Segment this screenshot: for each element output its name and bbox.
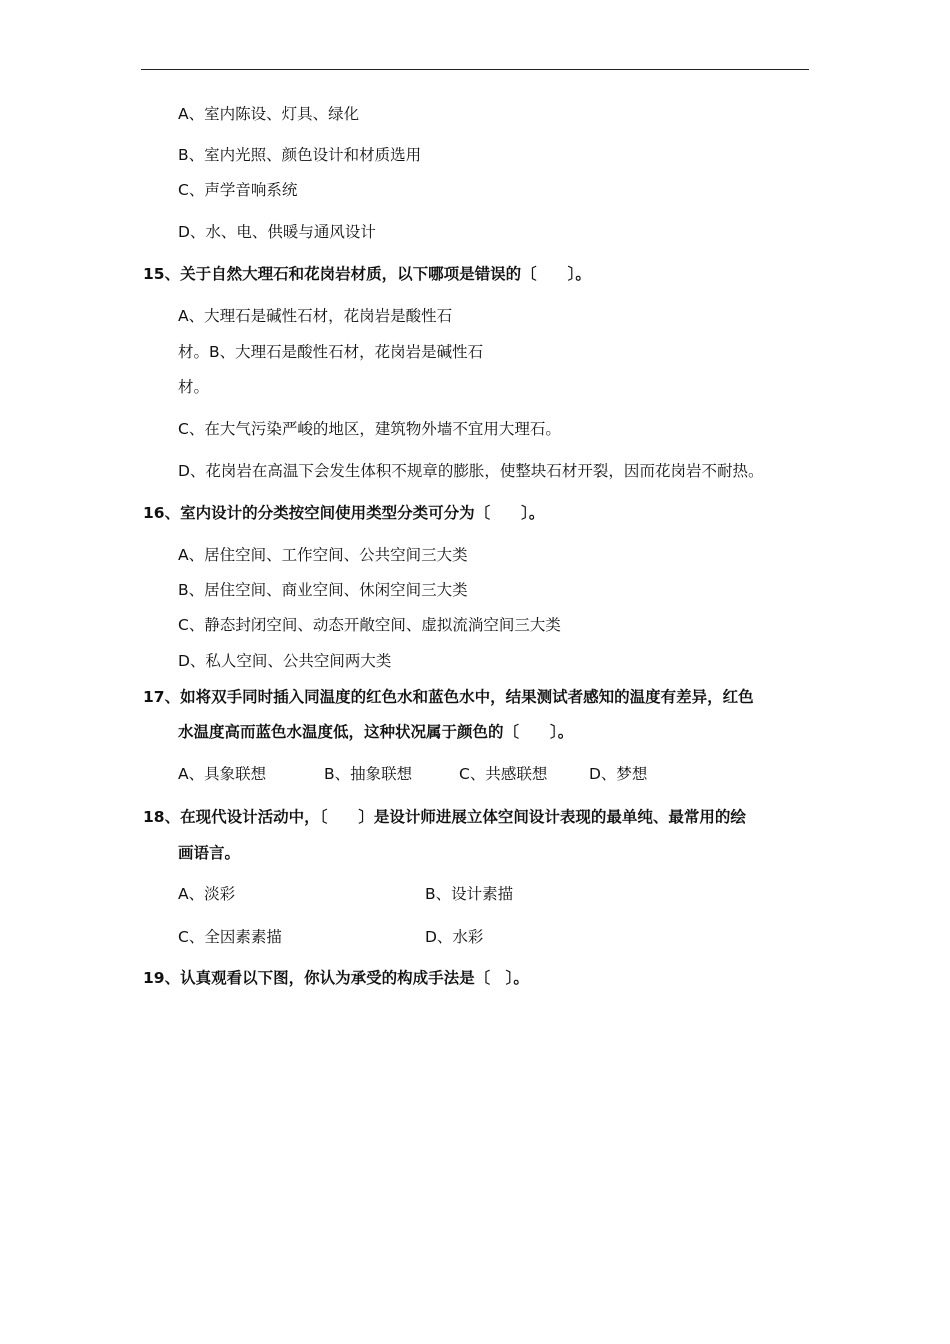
q15-option-b: 材。B、大理石是酸性石材，花岗岩是碱性石 bbox=[178, 343, 484, 361]
q16-option-b: B、居住空间、商业空间、休闲空间三大类 bbox=[178, 581, 468, 599]
q17-option-c: C、共感联想 bbox=[459, 765, 548, 783]
q15-option-c: C、在大气污染严峻的地区，建筑物外墙不宜用大理石。 bbox=[178, 420, 561, 438]
q15-stem: 15、关于自然大理石和花岗岩材质，以下哪项是错误的〔 〕。 bbox=[143, 265, 591, 283]
q18-option-b: B、设计素描 bbox=[425, 885, 514, 903]
q14-option-a: A、室内陈设、灯具、绿化 bbox=[178, 105, 360, 123]
q17-option-a: A、具象联想 bbox=[178, 765, 267, 783]
q18-option-a: A、淡彩 bbox=[178, 885, 236, 903]
q17-option-b: B、抽象联想 bbox=[324, 765, 413, 783]
q14-option-d: D、水、电、供暖与通风设计 bbox=[178, 223, 376, 241]
q17-stem-line1: 17、如将双手同时插入同温度的红色水和蓝色水中，结果测试者感知的温度有差异，红色 bbox=[143, 688, 754, 706]
q16-stem: 16、室内设计的分类按空间使用类型分类可分为〔 〕。 bbox=[143, 504, 545, 522]
q16-option-d: D、私人空间、公共空间两大类 bbox=[178, 652, 392, 670]
q18-stem-line2: 画语言。 bbox=[178, 844, 241, 862]
header-rule bbox=[141, 69, 809, 70]
q15-option-a: A、大理石是碱性石材，花岗岩是酸性石 bbox=[178, 307, 453, 325]
q16-option-a: A、居住空间、工作空间、公共空间三大类 bbox=[178, 546, 468, 564]
q18-option-d: D、水彩 bbox=[425, 928, 484, 946]
q18-option-c: C、全因素素描 bbox=[178, 928, 282, 946]
q14-option-b: B、室内光照、颜色设计和材质选用 bbox=[178, 146, 422, 164]
q16-option-c: C、静态封闭空间、动态开敞空间、虚拟流淌空间三大类 bbox=[178, 616, 561, 634]
q19-stem: 19、认真观看以下图，你认为承受的构成手法是〔 〕。 bbox=[143, 969, 529, 987]
q14-option-c: C、声学音响系统 bbox=[178, 181, 298, 199]
q18-stem-line1: 18、在现代设计活动中，〔 〕是设计师进展立体空间设计表现的最单纯、最常用的绘 bbox=[143, 808, 746, 826]
q15-option-b-end: 材。 bbox=[178, 378, 210, 396]
q17-stem-line2: 水温度高而蓝色水温度低，这种状况属于颜色的〔 〕。 bbox=[178, 723, 574, 741]
q15-option-d: D、花岗岩在高温下会发生体积不规章的膨胀，使整块石材开裂，因而花岗岩不耐热。 bbox=[178, 462, 764, 480]
q17-option-d: D、梦想 bbox=[589, 765, 648, 783]
